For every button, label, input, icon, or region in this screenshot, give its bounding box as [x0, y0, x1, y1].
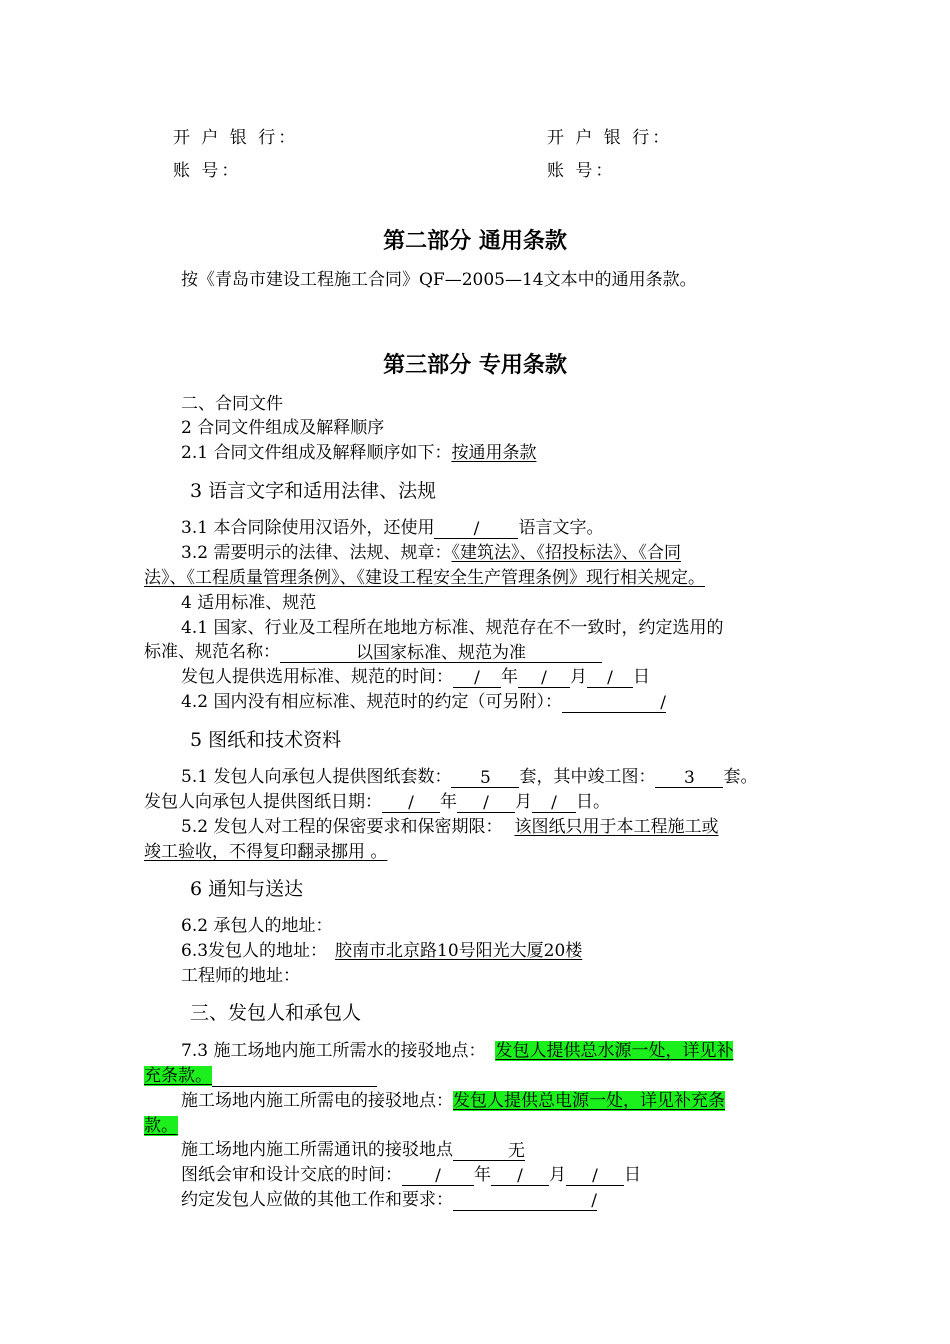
section5-heading: 5 图纸和技术资料	[190, 729, 342, 751]
clause-5-1-date-label: 发包人向承包人提供图纸日期：	[144, 792, 382, 812]
clause-7-3-review-label: 图纸会审和设计交底的时间：	[181, 1165, 402, 1185]
section3-heading: 3 语言文字和适用法律、法规	[190, 480, 437, 502]
clause-2-1-label: 2.1 合同文件组成及解释顺序如下：	[181, 443, 452, 463]
clause-4-1-month-label: 月	[570, 667, 587, 687]
clause-4-1-day-label: 日	[633, 667, 650, 687]
right-account-label: 账 号：	[547, 161, 616, 181]
clause-5-1-suffix: 套。	[723, 767, 758, 787]
clause-7-3-review-day-label: 日	[624, 1165, 641, 1185]
clause-5-1-mid: 套，其中竣工图：	[519, 767, 656, 787]
clause-7-3-review-year-value: /	[402, 1165, 474, 1186]
clause-4-1-date-label: 发包人提供选用标准、规范的时间：	[181, 667, 453, 687]
clause-6-2: 6.2 承包人的地址：	[181, 916, 333, 936]
clause-7-3-water	[181, 1040, 733, 1062]
clause-5-1-asbuilt-value: 3	[655, 767, 723, 788]
clause-7-3-review-month-label: 月	[549, 1165, 566, 1185]
clause-4-1-day-value: /	[587, 667, 633, 688]
clause-3-1	[181, 517, 603, 539]
clause-7-3-review	[181, 1164, 641, 1186]
clause-7-3-review-year-label: 年	[474, 1165, 491, 1185]
clause-5-1-sets-value: 5	[451, 767, 519, 788]
clause-4-2-label: 4.2 国内没有相应标准、规范时的约定（可另附）：	[181, 692, 562, 712]
clause-7-3-water-blank	[212, 1066, 377, 1087]
clause-7-3-other-value: /	[453, 1190, 597, 1211]
clause-7-3-water-value-line2: 充条款。	[144, 1066, 212, 1086]
clause-3-2-value-line2: 法》、《工程质量管理条例》、《建设工程安全生产管理条例》现行相关规定。	[144, 568, 705, 588]
clause-4-1-year-value: /	[453, 667, 501, 688]
section6-heading: 6 通知与送达	[190, 878, 304, 900]
clause-3-2	[181, 542, 681, 564]
clause-5-2	[181, 816, 718, 838]
clause-6-3	[181, 940, 582, 962]
clause-4-1-line1: 4.1 国家、行业及工程所在地地方标准、规范存在不一致时，约定选用的	[181, 618, 724, 638]
clause-3-2-cont	[144, 567, 705, 589]
clause-4-1-month-value: /	[518, 667, 570, 688]
clause-7-3-review-month-value: /	[491, 1165, 549, 1186]
clause-5-1-month-label: 月	[515, 792, 532, 812]
section2-heading: 二、合同文件	[181, 394, 283, 414]
clause-7-3-water-label: 7.3 施工场地内施工所需水的接驳地点：	[181, 1041, 486, 1061]
clause-7-3-comm-label: 施工场地内施工所需通讯的接驳地点	[181, 1140, 453, 1160]
clause-4-2-value: /	[562, 692, 666, 713]
clause-4-1-year-label: 年	[501, 667, 518, 687]
clause-4-1-date	[181, 666, 650, 688]
section4-subheading: 4 适用标准、规范	[181, 593, 317, 613]
left-bank-label: 开 户 银 行：	[173, 128, 299, 148]
clause-5-1-day-value: /	[532, 792, 576, 813]
section2-subheading: 2 合同文件组成及解释顺序	[181, 418, 385, 438]
part3-title: 第三部分 专用条款	[383, 352, 567, 378]
clause-7-3-water-value-line1: 发包人提供总水源一处，详见补	[495, 1041, 734, 1061]
clause-4-1-line2	[144, 641, 602, 663]
clause-2-1-value: 按通用条款	[451, 443, 537, 463]
part2-text: 按《青岛市建设工程施工合同》QF—2005—14文本中的通用条款。	[181, 270, 697, 290]
clause-7-3-power-cont	[144, 1115, 178, 1137]
clause-5-2-cont	[144, 841, 387, 863]
clause-5-1-year-label: 年	[440, 792, 457, 812]
clause-5-1-month-value: /	[457, 792, 515, 813]
clause-5-1-day-label: 日。	[576, 792, 610, 812]
clause-7-3-comm	[181, 1139, 525, 1161]
clause-7-3-power-value-line1: 发包人提供总电源一处，详见补充条	[453, 1091, 725, 1111]
clause-3-1-value: /	[434, 518, 518, 539]
clause-7-3-comm-value: 无	[453, 1140, 525, 1161]
clause-3-2-value-line1: 《建筑法》、《招投标法》、《合同	[451, 543, 681, 563]
clause-5-2-value-line1: 该图纸只用于本工程施工或	[514, 817, 719, 837]
clause-7-3-power-label: 施工场地内施工所需电的接驳地点：	[181, 1091, 453, 1111]
left-account-label: 账 号：	[173, 161, 242, 181]
clause-2-1	[181, 442, 536, 464]
clause-3-2-label: 3.2 需要明示的法律、法规、规章：	[181, 543, 452, 563]
clause-6-3-label: 6.3发包人的地址：	[181, 941, 328, 961]
clause-4-2	[181, 691, 666, 713]
clause-7-3-power-value-line2: 款。	[144, 1116, 178, 1136]
clause-5-1	[181, 766, 757, 788]
clause-3-1-label: 3.1 本合同除使用汉语外，还使用	[181, 518, 435, 538]
section7-heading: 三、发包人和承包人	[190, 1002, 362, 1024]
clause-7-3-other	[181, 1189, 597, 1211]
clause-7-3-power	[181, 1090, 725, 1112]
right-bank-label: 开 户 银 行：	[547, 128, 673, 148]
clause-4-1-label: 标准、规范名称：	[144, 642, 280, 662]
clause-5-1-date	[144, 791, 610, 813]
clause-7-3-water-cont	[144, 1065, 377, 1087]
clause-3-1-suffix: 语言文字。	[518, 518, 604, 538]
engineer-address: 工程师的地址：	[181, 966, 300, 986]
clause-5-1-year-value: /	[382, 792, 440, 813]
clause-5-2-label: 5.2 发包人对工程的保密要求和保密期限：	[181, 817, 503, 837]
clause-6-3-value: 胶南市北京路10号阳光大厦20楼	[335, 941, 583, 961]
part2-title: 第二部分 通用条款	[383, 228, 567, 254]
clause-4-1-value: 以国家标准、规范为准	[280, 642, 602, 663]
clause-5-1-label: 5.1 发包人向承包人提供图纸套数：	[181, 767, 452, 787]
clause-7-3-review-day-value: /	[566, 1165, 624, 1186]
clause-5-2-value-line2: 竣工验收，不得复印翻录挪用 。	[144, 842, 388, 862]
clause-7-3-other-label: 约定发包人应做的其他工作和要求：	[181, 1190, 453, 1210]
